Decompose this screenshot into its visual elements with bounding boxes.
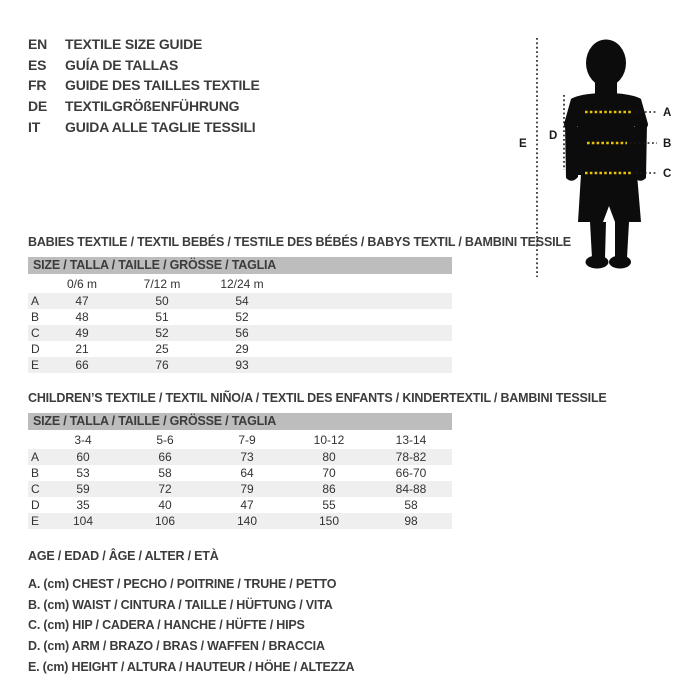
table-row — [28, 357, 452, 373]
table-cell: 78-82 — [395, 450, 427, 464]
table-cell: 59 — [76, 482, 90, 496]
table-cell: 25 — [155, 342, 169, 356]
table-row — [28, 481, 452, 497]
label-hip-c: C — [663, 168, 672, 180]
babies-size-table — [28, 257, 452, 373]
children-size-header-bar: SIZE / TALLA / TAILLE / GRÖSSE / TAGLIA — [28, 413, 452, 430]
label-arm-d: D — [549, 130, 558, 142]
column-header-row — [28, 430, 452, 449]
language-row — [28, 55, 260, 76]
table-cell: 86 — [322, 482, 336, 496]
table-cell: 55 — [322, 498, 336, 512]
row-label: C — [31, 482, 40, 496]
language-title: GUIDA ALLE TAGLIE TESSILI — [65, 118, 256, 135]
column-header: 7/12 m — [143, 276, 181, 291]
label-waist-b: B — [663, 138, 672, 150]
language-code: FR — [28, 77, 47, 94]
column-header: 13-14 — [395, 432, 427, 447]
column-header: 10-12 — [313, 432, 345, 447]
table-row — [28, 497, 452, 513]
language-title: GUIDE DES TAILLES TEXTILE — [65, 77, 260, 94]
row-label: D — [31, 498, 40, 512]
row-label: D — [31, 342, 40, 356]
babies-size-header-bar: SIZE / TALLA / TAILLE / GRÖSSE / TAGLIA — [28, 257, 452, 274]
table-cell: 53 — [76, 466, 90, 480]
language-code: DE — [28, 98, 48, 115]
language-row — [28, 116, 260, 137]
legend-item: E. (cm) HEIGHT / ALTURA / HAUTEUR / HÖHE / ALTEZZA — [28, 659, 355, 674]
table-row — [28, 513, 452, 529]
row-label: E — [31, 358, 40, 372]
language-title: GUÍA DE TALLAS — [65, 56, 179, 73]
language-row — [28, 96, 260, 117]
table-cell: 66 — [158, 450, 172, 464]
column-header: 3-4 — [74, 432, 92, 447]
table-cell: 60 — [76, 450, 90, 464]
label-chest-a: A — [663, 107, 672, 119]
table-cell: 70 — [322, 466, 336, 480]
table-cell: 35 — [76, 498, 90, 512]
column-header: 12/24 m — [220, 276, 264, 291]
table-cell: 104 — [72, 514, 94, 528]
row-label: B — [31, 310, 40, 324]
table-row — [28, 309, 452, 325]
table-cell: 72 — [158, 482, 172, 496]
table-cell: 48 — [75, 310, 89, 324]
row-label: E — [31, 514, 40, 528]
table-row — [28, 341, 452, 357]
table-cell: 50 — [155, 294, 169, 308]
language-title: TEXTILE SIZE GUIDE — [65, 36, 203, 53]
table-body — [28, 449, 452, 529]
column-header: 5-6 — [156, 432, 174, 447]
table-body — [28, 293, 452, 373]
table-row — [28, 293, 452, 309]
table-cell: 29 — [235, 342, 249, 356]
language-list — [28, 34, 260, 137]
language-row — [28, 34, 260, 55]
table-cell: 56 — [235, 326, 249, 340]
table-cell: 49 — [75, 326, 89, 340]
legend-item: A. (cm) CHEST / PECHO / POITRINE / TRUHE / PETTO — [28, 577, 337, 591]
children-size-table — [28, 413, 452, 529]
label-height-e: E — [519, 138, 527, 150]
column-header: 7-9 — [238, 432, 256, 447]
table-row — [28, 325, 452, 341]
table-cell: 84-88 — [395, 482, 427, 496]
table-cell: 93 — [235, 358, 249, 372]
table-cell: 66 — [75, 358, 89, 372]
babies-section-title: BABIES TEXTILE / TEXTIL BEBÉS / TESTILE DES BÉBÉS / BABYS TEXTIL / BAMBINI TESSILE — [28, 235, 571, 249]
table-cell: 58 — [158, 466, 172, 480]
row-label: B — [31, 466, 40, 480]
language-code: EN — [28, 36, 48, 53]
row-label: C — [31, 326, 40, 340]
table-cell: 52 — [155, 326, 169, 340]
measurement-legend — [28, 549, 354, 678]
table-row — [28, 465, 452, 481]
table-cell: 47 — [75, 294, 89, 308]
table-row — [28, 449, 452, 465]
table-cell: 40 — [158, 498, 172, 512]
child-silhouette — [564, 40, 648, 269]
row-label: A — [31, 294, 40, 308]
table-cell: 64 — [240, 466, 254, 480]
table-cell: 80 — [322, 450, 336, 464]
language-row — [28, 75, 260, 96]
table-cell: 66-70 — [395, 466, 427, 480]
table-cell: 21 — [75, 342, 89, 356]
language-code: ES — [28, 56, 47, 73]
column-header: 0/6 m — [66, 276, 97, 291]
table-cell: 47 — [240, 498, 254, 512]
table-cell: 73 — [240, 450, 254, 464]
table-cell: 140 — [236, 514, 258, 528]
row-label: A — [31, 450, 40, 464]
table-cell: 52 — [235, 310, 249, 324]
legend-item: B. (cm) WAIST / CINTURA / TAILLE / HÜFTUNG / VITA — [28, 597, 333, 612]
legend-item: D. (cm) ARM / BRAZO / BRAS / WAFFEN / BRACCIA — [28, 639, 325, 654]
table-cell: 79 — [240, 482, 254, 496]
legend-item: C. (cm) HIP / CADERA / HANCHE / HÜFTE / HIPS — [28, 618, 305, 633]
table-cell: 58 — [404, 498, 418, 512]
language-title: TEXTILGRÖßENFÜHRUNG — [65, 98, 240, 115]
language-code: IT — [28, 118, 41, 135]
age-legend-line: AGE / EDAD / ÂGE / ALTER / ETÀ — [28, 549, 219, 563]
table-cell: 76 — [155, 358, 169, 372]
table-cell: 106 — [154, 514, 176, 528]
table-cell: 51 — [155, 310, 169, 324]
legend-items — [28, 574, 354, 678]
children-section-title: CHILDREN’S TEXTILE / TEXTIL NIÑO/A / TEXTIL DES ENFANTS / KINDERTEXTIL / BAMBINI TESSILE — [28, 391, 607, 405]
table-cell: 150 — [318, 514, 340, 528]
table-cell: 98 — [404, 514, 418, 528]
column-header-row — [28, 274, 452, 293]
table-cell: 54 — [235, 294, 249, 308]
